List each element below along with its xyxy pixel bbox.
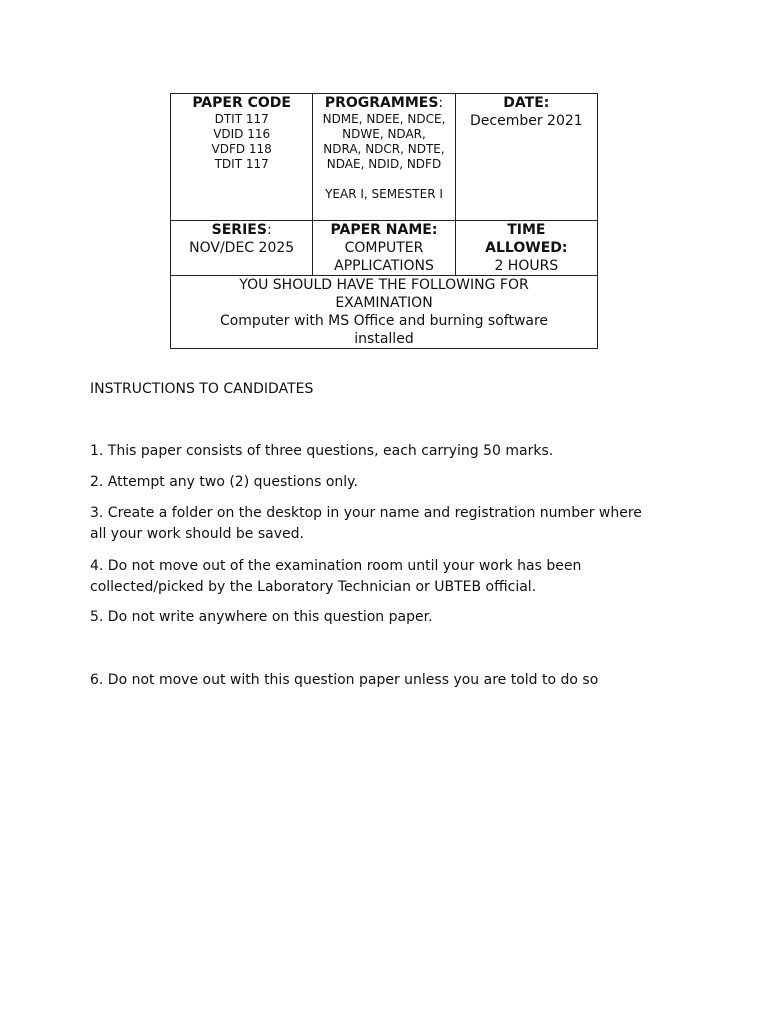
date-value: December 2021 [469, 113, 583, 129]
paper-name-cell [313, 221, 455, 276]
header-row-2 [171, 221, 598, 276]
requirements-line: EXAMINATION [335, 295, 433, 311]
series-value: NOV/DEC 2025 [189, 240, 295, 256]
series-label: SERIES [211, 222, 267, 238]
instruction-item: 3. Create a folder on the desktop in your name and registration number where all your work should be saved. [90, 505, 642, 542]
paper-code-item: VDID 116 [213, 127, 271, 141]
series-label-line [175, 222, 308, 239]
paper-code-cell [171, 94, 313, 221]
paper-name-label: PAPER NAME: [330, 222, 438, 238]
programmes-label: PROGRAMMES [324, 95, 439, 111]
paper-code-label: PAPER CODE [192, 95, 291, 111]
instruction-item: 5. Do not write anywhere on this question paper. [90, 609, 433, 625]
series-colon: : [266, 222, 272, 238]
time-allowed-label: ALLOWED: [485, 240, 568, 256]
year-semester: YEAR I, SEMESTER I [325, 187, 443, 201]
header-row-1 [171, 94, 598, 221]
paper-code-item: TDIT 117 [214, 157, 269, 171]
date-cell [455, 94, 597, 221]
programmes-line: NDRA, NDCR, NDTE, [323, 142, 445, 156]
paper-code-item: VDFD 118 [211, 142, 272, 156]
series-cell [171, 221, 313, 276]
programmes-colon: : [438, 95, 444, 111]
requirements-line: YOU SHOULD HAVE THE FOLLOWING FOR [239, 277, 529, 293]
programmes-label-line [317, 95, 450, 112]
instruction-item: 1. This paper consists of three questions, each carrying 50 marks. [90, 443, 554, 459]
instruction-item: 4. Do not move out of the examination room until your work has been collected/picked by the Laboratory Technician or UBTEB official. [90, 558, 582, 595]
header-row-3 [171, 276, 598, 349]
programmes-line: NDAE, NDID, NDFD [326, 157, 442, 171]
paper-code-item: DTIT 117 [214, 112, 269, 126]
programmes-line: NDWE, NDAR, [342, 127, 426, 141]
instructions-title: INSTRUCTIONS TO CANDIDATES [90, 381, 314, 397]
exam-header-table [170, 93, 598, 349]
time-allowed-value: 2 HOURS [494, 258, 559, 274]
requirements-line: installed [354, 331, 414, 347]
instruction-item: 2. Attempt any two (2) questions only. [90, 474, 358, 490]
requirements-cell [171, 276, 598, 349]
programmes-line: NDME, NDEE, NDCE, [322, 112, 446, 126]
time-allowed-cell [455, 221, 597, 276]
requirements-line: Computer with MS Office and burning software [219, 313, 549, 329]
instruction-item: 6. Do not move out with this question paper unless you are told to do so [90, 672, 599, 688]
time-allowed-label: TIME [507, 222, 546, 238]
paper-name-line: COMPUTER [344, 240, 424, 256]
paper-name-line: APPLICATIONS [334, 258, 434, 274]
date-label: DATE: [503, 95, 550, 111]
programmes-cell [313, 94, 455, 221]
